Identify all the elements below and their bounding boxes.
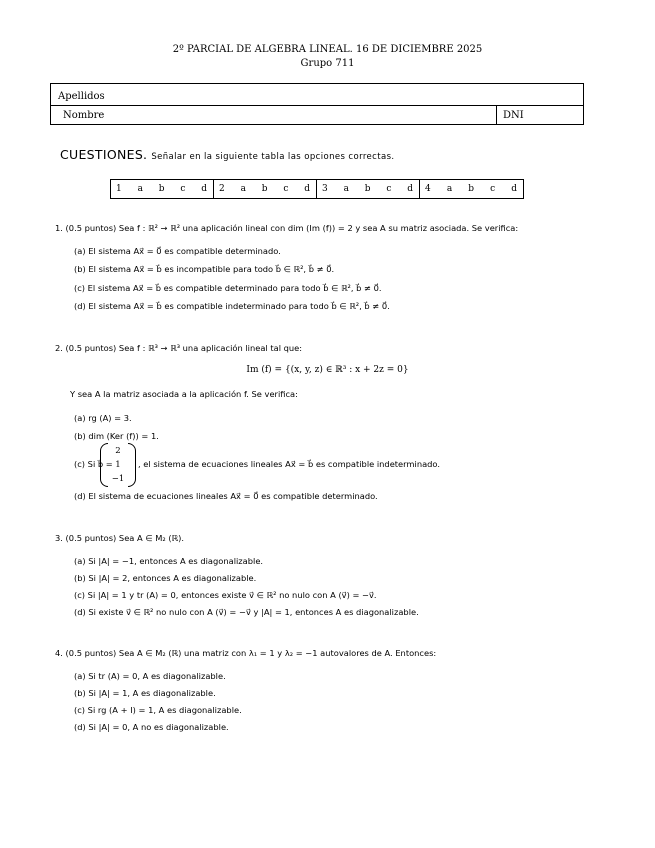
option-d[interactable]: d	[407, 184, 413, 194]
question-2-option-c-suffix: , el sistema de ecuaciones lineales Ax⃗ = b⃗ es compatible indeterminado.	[138, 459, 440, 469]
vector-entry: −1	[111, 474, 125, 484]
apellidos-row[interactable]	[51, 84, 583, 106]
answer-cell-1[interactable]	[111, 180, 214, 198]
question-1-option-c: (c) El sistema Ax⃗ = b⃗ es compatible determinado para todo b⃗ ∈ ℝ², b⃗ ≠ 0⃗.	[74, 283, 382, 293]
question-4-option-c: (c) Si rg (A + I) = 1, A es diagonalizable.	[74, 705, 242, 715]
question-2-vector-b	[100, 443, 136, 487]
nombre-label: Nombre	[63, 110, 105, 121]
vector-entry: 1	[115, 460, 121, 470]
answer-cell-4[interactable]	[420, 180, 523, 198]
answer-number: 2	[219, 184, 225, 194]
nombre-dni-row	[51, 105, 583, 124]
question-3-option-b: (b) Si |A| = 2, entonces A es diagonalizable.	[74, 573, 257, 583]
option-c[interactable]: c	[490, 184, 496, 194]
student-id-box	[50, 83, 584, 125]
answer-cell-3[interactable]	[317, 180, 420, 198]
question-1-option-b: (b) El sistema Ax⃗ = b⃗ es incompatible para todo b⃗ ∈ ℝ², b⃗ ≠ 0⃗.	[74, 264, 335, 274]
option-c[interactable]: c	[180, 184, 186, 194]
id-divider	[496, 105, 497, 124]
dni-label: DNI	[503, 110, 524, 121]
question-1-stem: 1. (0.5 puntos) Sea f : ℝ² → ℝ² una aplicación lineal con dim (Im (f)) = 2 y sea A su matriz asociada. Se verifica:	[55, 223, 519, 233]
answer-number: 4	[425, 184, 431, 194]
question-4-option-d: (d) Si |A| = 0, A no es diagonalizable.	[74, 722, 229, 732]
option-d[interactable]: d	[201, 184, 207, 194]
option-d[interactable]: d	[304, 184, 310, 194]
answer-number: 1	[116, 184, 122, 194]
option-b[interactable]: b	[261, 184, 268, 194]
question-2-display-formula: Im (f) = {(x, y, z) ∈ ℝ³ : x + 2z = 0}	[246, 365, 409, 375]
question-4-option-a: (a) Si tr (A) = 0, A es diagonalizable.	[74, 671, 226, 681]
answer-table	[110, 179, 524, 199]
question-2-option-b: (b) dim (Ker (f)) = 1.	[74, 431, 159, 441]
apellidos-label: Apellidos	[58, 91, 105, 102]
exam-group: Grupo 711	[300, 58, 355, 69]
vector-entry: 2	[115, 446, 121, 456]
question-3-option-a: (a) Si |A| = −1, entonces A es diagonalizable.	[74, 556, 264, 566]
question-2-context: Y sea A la matriz asociada a la aplicación f. Se verifica:	[70, 389, 298, 399]
cuestiones-instruction: Señalar en la siguiente tabla las opciones correctas.	[151, 152, 395, 162]
question-2-option-d: (d) El sistema de ecuaciones lineales Ax⃗ = 0⃗ es compatible determinado.	[74, 491, 378, 501]
exam-title: 2º PARCIAL DE ALGEBRA LINEAL. 16 DE DICIEMBRE 2025	[172, 44, 483, 55]
option-b[interactable]: b	[158, 184, 165, 194]
option-d[interactable]: d	[511, 184, 517, 194]
option-b[interactable]: b	[364, 184, 371, 194]
answer-cell-2[interactable]	[214, 180, 317, 198]
option-a[interactable]: a	[343, 184, 349, 194]
question-4-option-b: (b) Si |A| = 1, A es diagonalizable.	[74, 688, 216, 698]
cuestiones-title: CUESTIONES.	[60, 147, 148, 162]
option-c[interactable]: c	[386, 184, 392, 194]
option-a[interactable]: a	[137, 184, 143, 194]
option-c[interactable]: c	[283, 184, 289, 194]
option-a[interactable]: a	[240, 184, 246, 194]
question-1-option-a: (a) El sistema Ax⃗ = 0⃗ es compatible determinado.	[74, 246, 281, 256]
right-paren	[128, 443, 136, 487]
question-3-stem: 3. (0.5 puntos) Sea A ∈ M₂ (ℝ).	[55, 533, 185, 543]
question-2-option-c-prefix: (c) Si b⃗ =	[74, 459, 113, 469]
question-2-option-a: (a) rg (A) = 3.	[74, 413, 132, 423]
cuestiones-heading	[60, 147, 395, 162]
question-4-stem: 4. (0.5 puntos) Sea A ∈ M₂ (ℝ) una matriz con λ₁ = 1 y λ₂ = −1 autovalores de A. Entonces:	[55, 648, 437, 658]
option-a[interactable]: a	[446, 184, 453, 194]
question-3-option-d: (d) Si existe v⃗ ∈ ℝ² no nulo con A (v⃗) = −v⃗ y |A| = 1, entonces A es diagonalizable.	[74, 607, 419, 617]
question-2-stem: 2. (0.5 puntos) Sea f : ℝ³ → ℝ³ una aplicación lineal tal que:	[55, 343, 303, 353]
question-1-option-d: (d) El sistema Ax⃗ = b⃗ es compatible indeterminado para todo b⃗ ∈ ℝ², b⃗ ≠ 0⃗.	[74, 301, 390, 311]
question-3-option-c: (c) Si |A| = 1 y tr (A) = 0, entonces existe v⃗ ∈ ℝ² no nulo con A (v⃗) = −v⃗.	[74, 590, 377, 600]
answer-number: 3	[322, 184, 328, 194]
option-b[interactable]: b	[468, 184, 475, 194]
